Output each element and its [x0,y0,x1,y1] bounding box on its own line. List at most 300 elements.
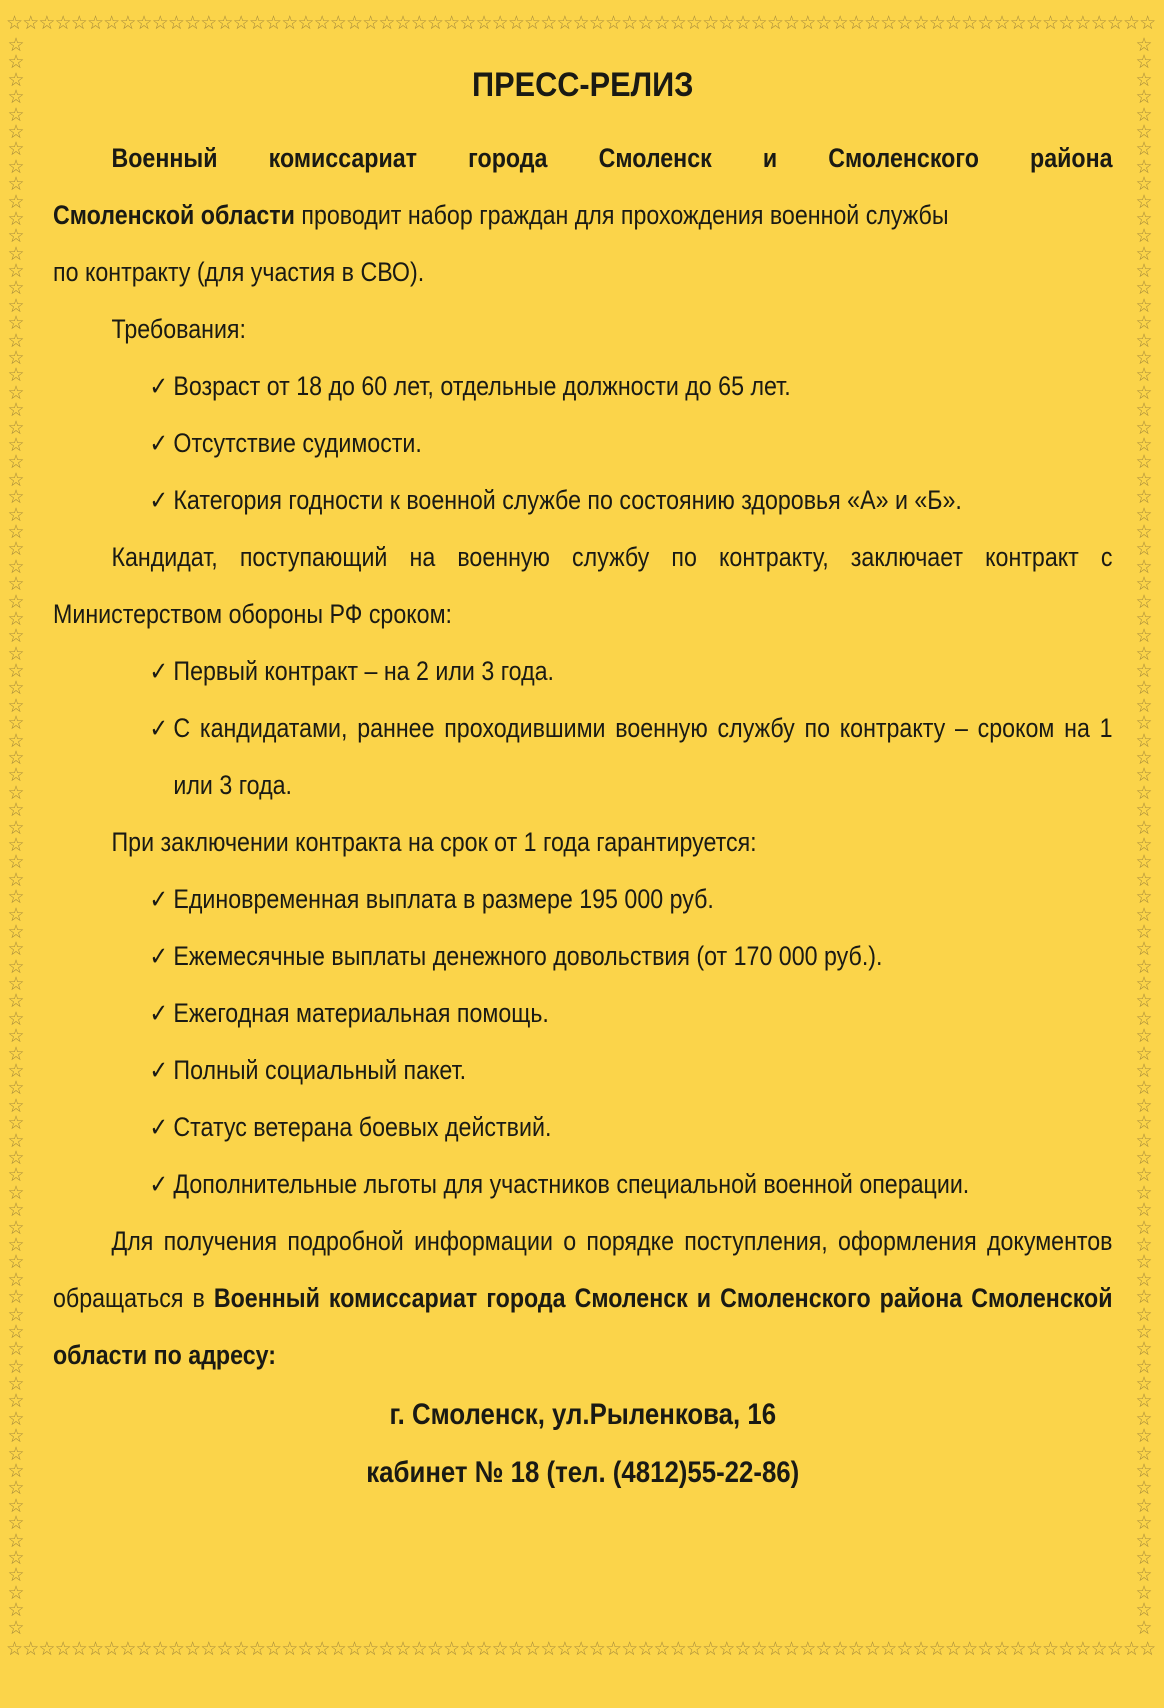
star-icon: ☆ [1135,191,1153,213]
star-icon: ☆ [70,1640,88,1660]
star-icon: ☆ [7,782,25,804]
star-icon: ☆ [7,556,25,578]
list-item: ✓ Первый контракт – на 2 или 3 года. [53,643,1113,700]
star-icon: ☆ [86,14,104,34]
star-icon: ☆ [1135,434,1153,456]
check-icon: ✓ [149,941,169,971]
star-icon: ☆ [1135,939,1153,961]
star-icon: ☆ [847,1640,865,1660]
star-icon: ☆ [653,1640,671,1660]
list-item: ✓ С кандидатами, раннее проходившими военную службу по контракту – сроком на 1 или 3 года. [53,700,1113,814]
star-icon: ☆ [507,1640,525,1660]
star-icon: ☆ [1135,1217,1153,1239]
requirements-heading: Требования: [111,314,246,344]
star-icon: ☆ [7,748,25,770]
star-icon: ☆ [1135,1391,1153,1413]
star-icon: ☆ [1139,14,1157,34]
star-icon: ☆ [281,1640,299,1660]
star-icon: ☆ [281,14,299,34]
intro-line-1 [53,130,1113,187]
star-icon: ☆ [588,14,606,34]
star-icon: ☆ [7,730,25,752]
star-icon: ☆ [7,1408,25,1430]
star-icon: ☆ [7,1600,25,1622]
star-icon: ☆ [944,14,962,34]
star-icon: ☆ [7,69,25,91]
star-icon: ☆ [443,14,461,34]
star-icon: ☆ [1135,921,1153,943]
star-icon: ☆ [1135,730,1153,752]
star-icon: ☆ [38,14,56,34]
star-icon: ☆ [7,208,25,230]
star-icon: ☆ [1135,574,1153,596]
star-icon: ☆ [1135,869,1153,891]
star-icon: ☆ [7,1339,25,1361]
star-icon: ☆ [7,1495,25,1517]
star-icon: ☆ [7,156,25,178]
star-icon: ☆ [7,36,25,56]
star-icon: ☆ [7,1530,25,1552]
star-icon: ☆ [734,1640,752,1660]
star-icon: ☆ [7,626,25,648]
star-icon: ☆ [1135,1339,1153,1361]
star-icon: ☆ [524,14,542,34]
star-icon: ☆ [7,991,25,1013]
star-icon: ☆ [362,14,380,34]
star-icon: ☆ [880,1640,898,1660]
star-icon: ☆ [167,14,185,34]
star-icon: ☆ [847,14,865,34]
star-icon: ☆ [1135,1565,1153,1587]
star-icon: ☆ [232,1640,250,1660]
star-icon: ☆ [766,14,784,34]
star-icon: ☆ [961,1640,979,1660]
star-icon: ☆ [1135,1321,1153,1343]
star-icon: ☆ [1135,695,1153,717]
star-icon: ☆ [1074,1640,1092,1660]
star-icon: ☆ [1135,1252,1153,1274]
star-icon: ☆ [1135,1234,1153,1256]
star-icon: ☆ [604,1640,622,1660]
star-icon: ☆ [766,1640,784,1660]
star-icon: ☆ [7,121,25,143]
star-icon: ☆ [993,14,1011,34]
star-icon: ☆ [38,1640,56,1660]
star-icon: ☆ [637,1640,655,1660]
guarantees-heading: При заключении контракта на срок от 1 года гарантируется: [111,827,757,857]
star-icon: ☆ [1074,14,1092,34]
star-icon: ☆ [7,678,25,700]
star-icon: ☆ [378,1640,396,1660]
star-icon: ☆ [1135,678,1153,700]
star-icon: ☆ [1135,1078,1153,1100]
star-icon: ☆ [7,400,25,422]
star-icon: ☆ [7,87,25,109]
star-icon: ☆ [7,1391,25,1413]
star-icon: ☆ [345,14,363,34]
star-icon: ☆ [750,14,768,34]
star-icon: ☆ [7,800,25,822]
star-icon: ☆ [1058,14,1076,34]
star-icon: ☆ [7,1061,25,1083]
star-icon: ☆ [103,14,121,34]
star-icon: ☆ [1135,521,1153,543]
star-icon: ☆ [1135,1182,1153,1204]
star-border-right [1130,36,1158,1708]
star-icon: ☆ [1135,156,1153,178]
star-icon: ☆ [1135,1600,1153,1622]
check-icon: ✓ [149,1112,169,1142]
star-icon: ☆ [7,1165,25,1187]
star-icon: ☆ [1090,14,1108,34]
star-icon: ☆ [1135,313,1153,335]
check-icon: ✓ [149,998,169,1028]
star-icon: ☆ [7,591,25,613]
star-icon: ☆ [200,14,218,34]
star-icon: ☆ [7,295,25,317]
star-icon: ☆ [1135,1374,1153,1396]
star-icon: ☆ [184,1640,202,1660]
star-icon: ☆ [7,956,25,978]
star-icon: ☆ [362,1640,380,1660]
star-icon: ☆ [7,139,25,161]
star-icon: ☆ [977,14,995,34]
star-icon: ☆ [7,1304,25,1326]
star-icon: ☆ [7,1547,25,1569]
star-icon: ☆ [1135,365,1153,387]
star-icon: ☆ [459,14,477,34]
star-icon: ☆ [491,14,509,34]
check-icon: ✓ [149,656,169,686]
star-icon: ☆ [70,14,88,34]
star-icon: ☆ [1135,713,1153,735]
star-icon: ☆ [1090,1640,1108,1660]
check-icon: ✓ [149,884,169,914]
star-icon: ☆ [1135,121,1153,143]
star-icon: ☆ [7,313,25,335]
star-icon: ☆ [621,14,639,34]
star-icon: ☆ [1135,974,1153,996]
star-icon: ☆ [7,365,25,387]
star-icon: ☆ [7,1200,25,1222]
star-icon: ☆ [1135,1356,1153,1378]
star-icon: ☆ [912,1640,930,1660]
star-icon: ☆ [1025,1640,1043,1660]
check-icon: ✓ [149,713,169,743]
star-icon: ☆ [1058,1640,1076,1660]
star-icon: ☆ [7,1008,25,1030]
star-icon: ☆ [7,1269,25,1291]
star-icon: ☆ [54,1640,72,1660]
star-icon: ☆ [1135,1130,1153,1152]
star-icon: ☆ [1135,139,1153,161]
star-icon: ☆ [1135,539,1153,561]
star-icon: ☆ [702,1640,720,1660]
contact-org: Военный комиссариат города Смоленск и Смоленского района Смоленской области по адресу: [53,1283,1113,1370]
star-icon: ☆ [1009,1640,1027,1660]
star-icon: ☆ [799,1640,817,1660]
star-icon: ☆ [151,14,169,34]
star-icon: ☆ [1135,1043,1153,1065]
star-icon: ☆ [7,887,25,909]
star-icon: ☆ [184,14,202,34]
star-icon: ☆ [7,974,25,996]
star-icon: ☆ [1135,36,1153,56]
star-icon: ☆ [7,921,25,943]
star-icon: ☆ [1135,278,1153,300]
star-icon: ☆ [7,174,25,196]
star-icon: ☆ [7,52,25,74]
star-icon: ☆ [7,1287,25,1309]
star-icon: ☆ [1135,1113,1153,1135]
check-icon: ✓ [149,1055,169,1085]
address: г. Смоленск, ул.Рыленкова, 16 [389,1398,777,1431]
star-icon: ☆ [1135,1095,1153,1117]
star-icon: ☆ [7,1617,25,1639]
star-icon: ☆ [135,1640,153,1660]
star-icon: ☆ [961,14,979,34]
star-icon: ☆ [7,452,25,474]
star-border-left [2,36,30,1708]
star-icon: ☆ [426,1640,444,1660]
star-icon: ☆ [1135,1061,1153,1083]
star-icon: ☆ [1135,1165,1153,1187]
star-icon: ☆ [1042,14,1060,34]
star-icon: ☆ [1135,834,1153,856]
star-icon: ☆ [572,1640,590,1660]
star-icon: ☆ [977,1640,995,1660]
star-icon: ☆ [1135,417,1153,439]
star-icon: ☆ [248,14,266,34]
star-icon: ☆ [7,1356,25,1378]
star-icon: ☆ [653,14,671,34]
star-icon: ☆ [7,1426,25,1448]
star-icon: ☆ [119,14,137,34]
star-icon: ☆ [345,1640,363,1660]
star-icon: ☆ [1135,1008,1153,1030]
star-icon: ☆ [7,191,25,213]
star-icon: ☆ [863,14,881,34]
star-border-top [6,14,1164,40]
star-icon: ☆ [1122,1640,1140,1660]
star-icon: ☆ [1135,1617,1153,1639]
star-icon: ☆ [1135,261,1153,283]
star-icon: ☆ [7,243,25,265]
list-item: ✓ Возраст от 18 до 60 лет, отдельные должности до 65 лет. [53,358,1113,415]
star-icon: ☆ [880,14,898,34]
star-icon: ☆ [1135,800,1153,822]
star-icon: ☆ [1135,226,1153,248]
star-icon: ☆ [7,1461,25,1483]
star-icon: ☆ [7,469,25,491]
intro-text: проводит набор граждан для прохождения военной службы [294,200,949,230]
star-icon: ☆ [7,1095,25,1117]
star-icon: ☆ [1025,14,1043,34]
star-icon: ☆ [7,939,25,961]
star-icon: ☆ [313,1640,331,1660]
star-icon: ☆ [119,1640,137,1660]
star-icon: ☆ [831,14,849,34]
star-icon: ☆ [1135,104,1153,126]
star-icon: ☆ [556,14,574,34]
star-icon: ☆ [1135,1426,1153,1448]
star-icon: ☆ [1135,1287,1153,1309]
list-item: ✓ Категория годности к военной службе по состоянию здоровья «А» и «Б». [53,472,1113,529]
star-icon: ☆ [1135,1530,1153,1552]
star-icon: ☆ [459,1640,477,1660]
star-icon: ☆ [1009,14,1027,34]
star-icon: ☆ [394,1640,412,1660]
star-icon: ☆ [1135,1304,1153,1326]
star-icon: ☆ [443,1640,461,1660]
star-icon: ☆ [297,14,315,34]
star-icon: ☆ [1135,626,1153,648]
star-icon: ☆ [491,1640,509,1660]
star-icon: ☆ [475,14,493,34]
star-icon: ☆ [1135,1026,1153,1048]
star-icon: ☆ [6,14,24,34]
star-icon: ☆ [718,14,736,34]
star-icon: ☆ [1135,956,1153,978]
star-icon: ☆ [7,487,25,509]
star-icon: ☆ [1135,852,1153,874]
star-icon: ☆ [799,14,817,34]
press-release [53,60,1113,1502]
star-icon: ☆ [7,608,25,630]
star-icon: ☆ [1135,452,1153,474]
requirements-list [53,358,1113,529]
star-icon: ☆ [718,1640,736,1660]
star-icon: ☆ [475,1640,493,1660]
star-icon: ☆ [702,14,720,34]
star-icon: ☆ [378,14,396,34]
star-icon: ☆ [1135,1461,1153,1483]
star-icon: ☆ [410,14,428,34]
star-icon: ☆ [1135,382,1153,404]
star-icon: ☆ [556,1640,574,1660]
star-icon: ☆ [7,1443,25,1465]
star-icon: ☆ [1135,1547,1153,1569]
star-icon: ☆ [1135,243,1153,265]
star-icon: ☆ [1135,661,1153,683]
page-title: ПРЕСС-РЕЛИЗ [472,66,694,104]
star-icon: ☆ [200,1640,218,1660]
star-icon: ☆ [1135,504,1153,526]
star-icon: ☆ [7,765,25,787]
star-icon: ☆ [1106,1640,1124,1660]
star-icon: ☆ [7,1078,25,1100]
star-icon: ☆ [1135,1513,1153,1535]
star-icon: ☆ [265,1640,283,1660]
list-item: ✓ Статус ветерана боевых действий. [53,1099,1113,1156]
star-icon: ☆ [135,14,153,34]
star-icon: ☆ [7,382,25,404]
star-icon: ☆ [993,1640,1011,1660]
intro-text-end: по контракту (для участия в СВО). [53,257,425,287]
star-icon: ☆ [7,574,25,596]
star-icon: ☆ [7,643,25,665]
contact-paragraph [53,1213,1113,1384]
star-icon: ☆ [7,852,25,874]
star-icon: ☆ [297,1640,315,1660]
star-icon: ☆ [167,1640,185,1660]
star-icon: ☆ [1135,643,1153,665]
list-item: ✓ Единовременная выплата в размере 195 000 руб. [53,871,1113,928]
list-item: ✓ Ежемесячные выплаты денежного довольствия (от 170 000 руб.). [53,928,1113,985]
star-icon: ☆ [1135,608,1153,630]
star-icon: ☆ [7,834,25,856]
check-icon: ✓ [149,485,169,515]
star-icon: ☆ [7,504,25,526]
star-icon: ☆ [815,14,833,34]
star-icon: ☆ [6,1640,24,1660]
star-icon: ☆ [1135,469,1153,491]
star-icon: ☆ [1135,904,1153,926]
star-icon: ☆ [7,817,25,839]
star-icon: ☆ [1135,817,1153,839]
star-icon: ☆ [1135,782,1153,804]
contract-list [53,643,1113,814]
star-icon: ☆ [1135,348,1153,370]
star-icon: ☆ [7,1026,25,1048]
star-icon: ☆ [1135,487,1153,509]
star-icon: ☆ [394,14,412,34]
star-icon: ☆ [750,1640,768,1660]
star-icon: ☆ [7,1234,25,1256]
star-icon: ☆ [572,14,590,34]
check-icon: ✓ [149,371,169,401]
star-icon: ☆ [896,1640,914,1660]
star-icon: ☆ [7,713,25,735]
star-icon: ☆ [7,1582,25,1604]
star-icon: ☆ [7,1113,25,1135]
star-icon: ☆ [1135,1478,1153,1500]
star-icon: ☆ [863,1640,881,1660]
star-icon: ☆ [1135,330,1153,352]
star-icon: ☆ [1135,400,1153,422]
star-icon: ☆ [1135,1148,1153,1169]
star-icon: ☆ [1135,1582,1153,1604]
star-icon: ☆ [7,869,25,891]
star-icon: ☆ [265,14,283,34]
star-icon: ☆ [815,1640,833,1660]
star-icon: ☆ [783,14,801,34]
star-icon: ☆ [7,661,25,683]
star-border-bottom [6,1640,1164,1666]
star-icon: ☆ [1135,1200,1153,1222]
star-icon: ☆ [1135,1269,1153,1291]
intro-line-2 [53,187,1113,301]
star-icon: ☆ [7,1513,25,1535]
star-icon: ☆ [7,1130,25,1152]
star-icon: ☆ [22,1640,40,1660]
star-icon: ☆ [669,14,687,34]
star-icon: ☆ [1042,1640,1060,1660]
star-icon: ☆ [7,261,25,283]
star-icon: ☆ [669,1640,687,1660]
contract-paragraph: Кандидат, поступающий на военную службу по контракту, заключает контракт с Министерством обороны РФ сроком: [53,542,1113,629]
star-icon: ☆ [426,14,444,34]
star-icon: ☆ [734,14,752,34]
star-icon: ☆ [1135,748,1153,770]
star-icon: ☆ [1135,1443,1153,1465]
star-icon: ☆ [151,1640,169,1660]
star-icon: ☆ [7,1374,25,1396]
intro-org-name: Военный комиссариат города Смоленск и Смоленского района [111,143,1113,173]
list-item: ✓ Ежегодная материальная помощь. [53,985,1113,1042]
star-icon: ☆ [621,1640,639,1660]
star-icon: ☆ [216,14,234,34]
